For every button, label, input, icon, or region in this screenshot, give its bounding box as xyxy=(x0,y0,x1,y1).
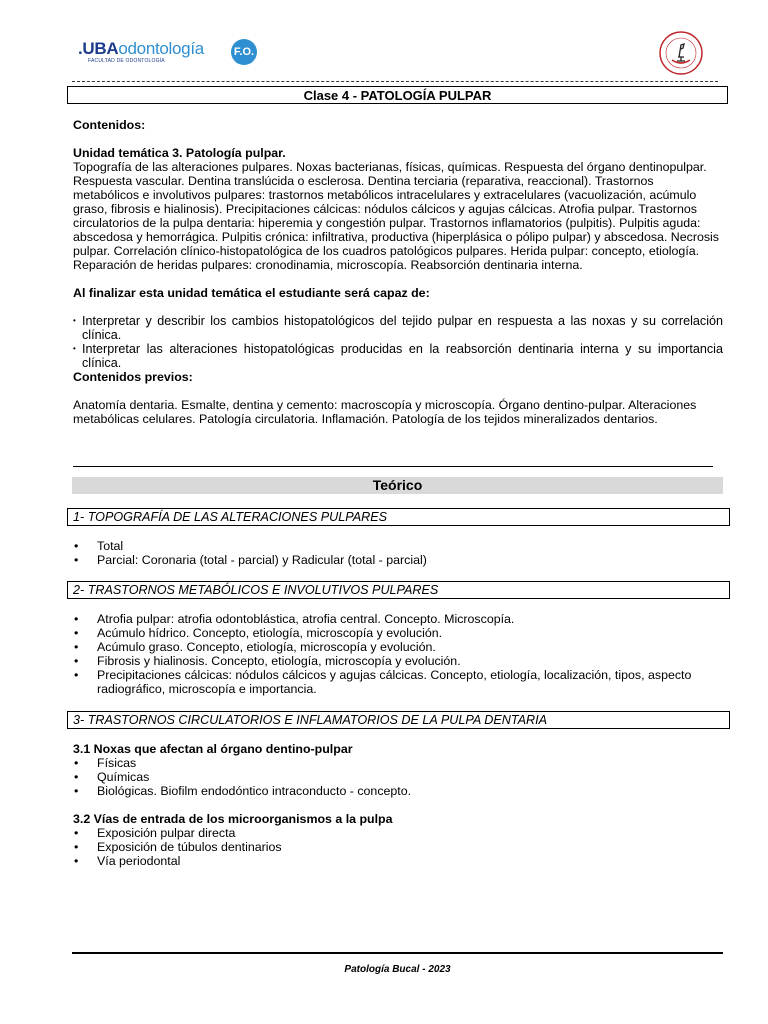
uba-logo-subtitle: FACULTAD DE ODONTOLOGÍA xyxy=(88,58,165,64)
page-header xyxy=(72,34,720,78)
patologia-seal-logo xyxy=(658,30,704,76)
list-item: • Vía periodontal xyxy=(73,854,723,868)
section1-list xyxy=(73,539,723,567)
list-item: • Acúmulo hídrico. Concepto, etiología, microscopía y evolución. xyxy=(73,626,723,640)
section2-list-wrap xyxy=(73,612,723,696)
list-item: • Químicas xyxy=(73,770,723,784)
teorico-heading: Teórico xyxy=(72,477,723,494)
list-item: • Interpretar las alteraciones histopatológicas producidas en la reabsorción dentinaria interna y su importancia clínica. xyxy=(73,342,723,370)
list-item: • Precipitaciones cálcicas: nódulos cálcicos y agujas cálcicas. Concepto, etiología, localización, tipos, aspecto radiográfico, microscopía e importancia. xyxy=(73,668,723,696)
section2-list xyxy=(73,612,723,696)
section1-list-wrap xyxy=(73,539,723,567)
uba-odontologia-logo xyxy=(78,40,204,64)
section1-title: 1- TOPOGRAFÍA DE LAS ALTERACIONES PULPARES xyxy=(67,508,730,526)
objetivos-list xyxy=(73,314,723,370)
section3-title: 3- TRASTORNOS CIRCULATORIOS E INFLAMATORIOS DE LA PULPA DENTARIA xyxy=(67,711,730,729)
list-item: • Interpretar y describir los cambios histopatológicos del tejido pulpar en respuesta a las noxas y su correlación clínica. xyxy=(73,314,723,342)
uba-logo-text: .UBA xyxy=(78,39,119,58)
contenidos-heading: Contenidos: xyxy=(73,118,146,132)
section-divider xyxy=(73,466,713,467)
list-item: • Total xyxy=(73,539,723,553)
page-footer: Patología Bucal - 2023 xyxy=(344,964,451,975)
footer-divider xyxy=(72,952,723,954)
list-item: • Fibrosis y hialinosis. Concepto, etiología, microscopía y evolución. xyxy=(73,654,723,668)
section3-sub1-heading: 3.1 Noxas que afectan al órgano dentino-pulpar xyxy=(73,742,353,756)
list-item: • Exposición pulpar directa xyxy=(73,826,723,840)
section3-sub1-list xyxy=(73,756,723,798)
contenidos-section xyxy=(73,118,723,426)
header-divider xyxy=(72,81,718,82)
list-item: • Biológicas. Biofilm endodóntico intraconducto - concepto. xyxy=(73,784,723,798)
unidad-body: Topografía de las alteraciones pulpares. Noxas bacterianas, físicas, químicas. Respuesta del órgano dentinopulpar. Respuesta vascular. Dentina translúcida o esclerosa. Dentina terciaria (reparativa, reaccional). Trastornos metabólicos e involutivos pulpares: trastornos metabólicos intracelulares y extracelulares (vacuolización, acúmulo graso, fibrosis e hialinosis). Precipitaciones cálcicas: nódulos cálcicos y agujas cálcicas. Atrofia pulpar. Trastornos circulatorios de la pulpa dentaria: hiperemia y congestión pulpar. Trastornos inflamatorios (pulpitis). Pulpitis aguda: abscedosa y hemorrágica. Pulpitis crónica: infiltrativa, productiva (hiperplásica o pólipo pulpar) y abscedosa. Necrosis pulpar. Correlación clínico-histopatológica de los cuadros patológicos pulpares. Herida pulpar: concepto, etiología. Reparación de heridas pulpares: cronodinamia, microscopía. Reabsorción dentinaria interna. xyxy=(73,160,720,272)
list-item: • Exposición de túbulos dentinarios xyxy=(73,840,723,854)
objetivos-heading: Al finalizar esta unidad temática el estudiante será capaz de: xyxy=(73,286,430,300)
odontologia-logo-text: odontología xyxy=(118,39,204,58)
page-title: Clase 4 - PATOLOGÍA PULPAR xyxy=(67,86,728,104)
list-item: • Acúmulo graso. Concepto, etiología, microscopía y evolución. xyxy=(73,640,723,654)
previos-heading: Contenidos previos: xyxy=(73,370,193,384)
section3-sub2-list xyxy=(73,826,723,868)
unidad-heading: Unidad temática 3. Patología pulpar. xyxy=(73,146,286,160)
section3-sub2-heading: 3.2 Vías de entrada de los microorganismos a la pulpa xyxy=(73,812,393,826)
list-item: • Físicas xyxy=(73,756,723,770)
list-item: • Parcial: Coronaria (total - parcial) y Radicular (total - parcial) xyxy=(73,553,723,567)
section3-content xyxy=(73,742,723,868)
previos-body: Anatomía dentaria. Esmalte, dentina y cemento: macroscopía y microscopía. Órgano dentino-pulpar. Alteraciones metabólicas celulares. Patología circulatoria. Inflamación. Patología de los tejidos mineralizados dentarios. xyxy=(73,398,697,426)
section2-title: 2- TRASTORNOS METABÓLICOS E INVOLUTIVOS PULPARES xyxy=(67,581,730,599)
list-item: • Atrofia pulpar: atrofia odontoblástica, atrofia central. Concepto. Microscopía. xyxy=(73,612,723,626)
fo-logo: F.O. xyxy=(231,39,257,65)
